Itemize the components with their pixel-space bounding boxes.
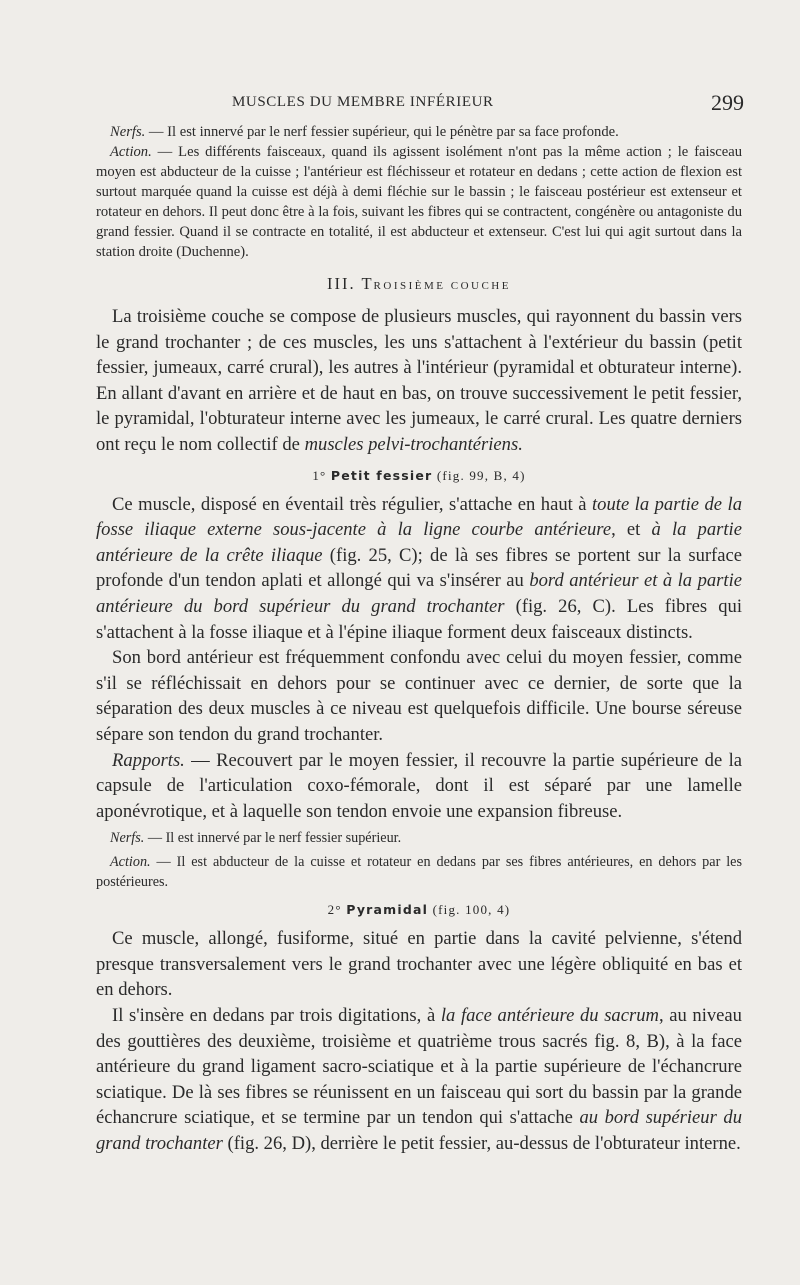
text: Il s'insère en dedans par trois digitations, à bbox=[112, 1005, 441, 1027]
muscle1-name: Petit fessier bbox=[330, 467, 433, 483]
intro-block bbox=[96, 122, 742, 262]
section-title-rest: ROISIÈME COUCHE bbox=[373, 280, 511, 292]
text: , et bbox=[611, 519, 652, 541]
muscle2-body bbox=[96, 926, 742, 1156]
nerfs-lead: Nerfs. bbox=[110, 830, 145, 847]
section-title-first: T bbox=[361, 274, 374, 293]
emphasis: à la partie antérieure de la crête iliaque bbox=[96, 519, 742, 566]
muscle1-number: 1° bbox=[312, 467, 327, 483]
section-intro-paragraph bbox=[96, 304, 742, 458]
running-head: MUSCLES DU MEMBRE INFÉRIEUR bbox=[232, 94, 494, 110]
section-heading bbox=[96, 274, 742, 294]
muscle2-shape-paragraph: Ce muscle, allongé, fusiforme, situé en partie dans la cavité pelvienne, s'étend presque transversalement vers le grand trochanter avec une légère obliquité en bas et en dehors. bbox=[96, 928, 742, 1001]
emphasis: bord antérieur et à la partie antérieure du bord supérieur du grand trochanter bbox=[96, 570, 742, 617]
rapports-text: — Recouvert par le moyen fessier, il recouvre la partie supérieure de la capsule de l'articulation coxo-fémorale, dont il est séparé par une lamelle aponévrotique, et à laquelle son tendon envoie une expansion fibreuse. bbox=[96, 749, 742, 822]
emphasis: toute la partie de la fosse iliaque externe sous-jacente à la ligne courbe antérieure bbox=[96, 493, 742, 541]
section-intro-term: muscles pelvi-trochantériens. bbox=[304, 433, 523, 455]
muscle1-action-paragraph bbox=[96, 852, 742, 892]
page-header bbox=[96, 92, 742, 122]
action-lead: Action. bbox=[110, 854, 151, 871]
section-intro-text: La troisième couche se compose de plusieurs muscles, qui rayonnent du bassin vers le grand trochanter ; de ces muscles, les uns s'attachent à l'extérieur du bassin (petit fessier, jumeaux, carré crural), les autres à l'intérieur (pyramidal et obturateur interne). En allant d'avant en arrière et de haut en bas, on trouve successivement le petit fessier, le pyramidal, l'obturateur interne avec les jumeaux, le carré crural. Les quatre derniers ont reçu le nom collectif de bbox=[96, 306, 742, 455]
text: , au niveau des gouttières des deuxième, troisième et quatrième trous sacrés fig. 8, B), à la face antérieure du grand ligament sacro-sciatique et à la partie supérieure de l'échancrure sciatique. De là ses fibres se réunissent en un faisceau qui sort du bassin par la grande échancrure sciatique, et se termine par un tendon qui s'attache bbox=[96, 1005, 742, 1129]
text: (fig. 26, C). Les fibres qui s'attachent à la fosse iliaque et à l'épine iliaque forment deux faisceaux distincts. bbox=[96, 595, 742, 643]
section-number: III. bbox=[327, 274, 356, 293]
rapports-lead: Rapports. bbox=[112, 749, 185, 771]
muscle2-ref: (fig. 100, 4) bbox=[428, 902, 511, 918]
action-paragraph bbox=[96, 142, 742, 262]
action-lead: Action. bbox=[110, 144, 152, 160]
nerfs-text: — Il est innervé par le nerf fessier supérieur. bbox=[144, 830, 402, 847]
muscle2-number: 2° bbox=[327, 902, 342, 918]
muscle1-body bbox=[96, 492, 742, 825]
muscle2-insertion-paragraph bbox=[96, 1003, 742, 1157]
emphasis: la face antérieure du sacrum bbox=[440, 1005, 659, 1027]
action-text: — Les différents faisceaux, quand ils agissent isolément n'ont pas la même action ; le faisceau moyen est abducteur de la cuisse ; l'antérieur est fléchisseur et rotateur en dedans ; cette action de flexion est surtout marquée quand la cuisse est déjà à demi fléchie sur le bassin ; le faisceau postérieur est extenseur et rotateur en dehors. Il peut donc être à la fois, suivant les fibres qui se contractent, congénère ou antagoniste du grand fessier. Quand il se contracte en totalité, il est abducteur et extenseur. C'est lui qui agit surtout dans la station droite (Duchenne). bbox=[96, 144, 742, 260]
nerfs-paragraph bbox=[96, 122, 742, 142]
muscle1-insertion-paragraph bbox=[96, 492, 742, 646]
text: (fig. 25, C); de là ses fibres se portent sur la surface profonde d'un tendon aplati et allongé qui va s'insérer au bbox=[96, 544, 743, 592]
emphasis: au bord supérieur du grand trochanter bbox=[96, 1107, 742, 1155]
nerfs-text: — Il est innervé par le nerf fessier supérieur, qui le pénètre par sa face profonde. bbox=[145, 124, 619, 140]
muscle1-nerfs-paragraph bbox=[96, 828, 742, 848]
muscle1-rapports-paragraph bbox=[96, 748, 742, 825]
muscle1-notes bbox=[96, 824, 742, 892]
nerfs-lead: Nerfs. bbox=[110, 124, 146, 140]
muscle1-border-paragraph: Son bord antérieur est fréquemment confondu avec celui du moyen fessier, comme s'il se réfléchissait en dehors pour se continuer avec ce dernier, de sorte que la séparation des deux muscles à ce niveau est quelquefois difficile. Une bourse séreuse sépare son tendon du grand trochanter. bbox=[96, 647, 742, 745]
muscle1-heading bbox=[96, 468, 742, 484]
section-intro-block bbox=[96, 304, 742, 458]
text: (fig. 26, D), derrière le petit fessier, au-dessus de l'obturateur interne. bbox=[222, 1133, 741, 1155]
muscle1-ref: (fig. 99, B, 4) bbox=[432, 467, 526, 483]
text: Ce muscle, disposé en éventail très régulier, s'attache en haut à bbox=[112, 493, 593, 515]
muscle2-name: Pyramidal bbox=[346, 902, 429, 918]
muscle2-heading bbox=[96, 902, 742, 918]
action-text: — Il est abducteur de la cuisse et rotateur en dedans par ses fibres antérieures, en dehors par les postérieures. bbox=[96, 854, 742, 891]
page-number: 299 bbox=[711, 90, 744, 115]
